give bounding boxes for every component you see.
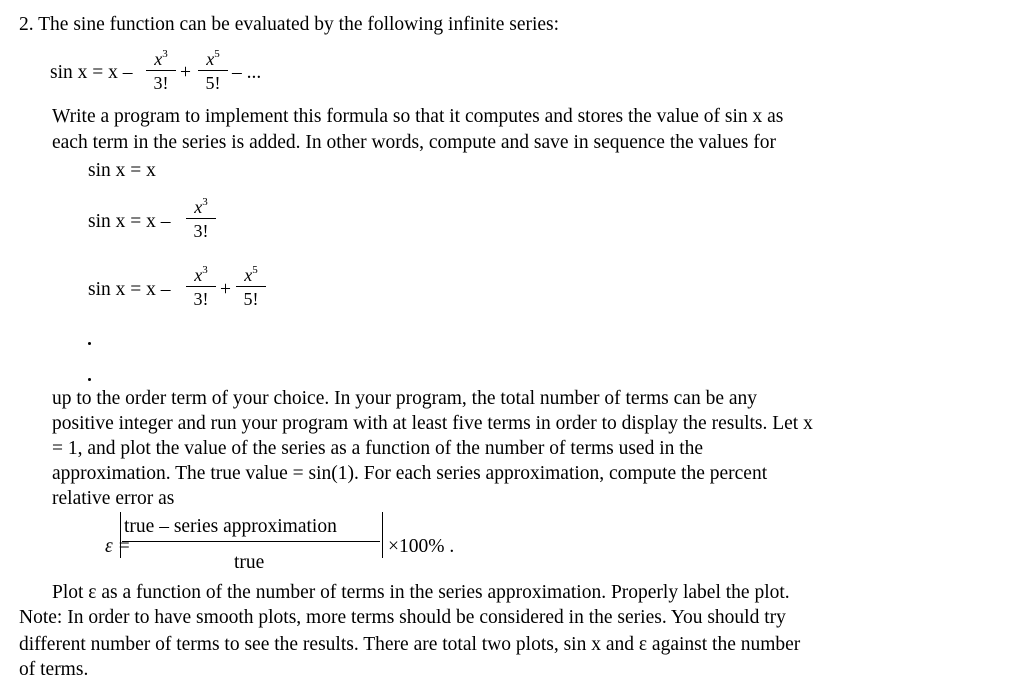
paragraph-3-line-1: Plot ε as a function of the number of terms in the series approximation. Properly label the plot. <box>52 582 790 603</box>
paragraph-2-line-1: up to the order term of your choice. In your program, the total number of terms can be any <box>52 388 758 409</box>
series-frac-1-exp: 3 <box>162 48 168 60</box>
series-tail: – ... <box>232 62 262 83</box>
abs-bar-right <box>382 512 383 558</box>
error-fraction-bar <box>122 541 380 542</box>
series-frac-2 <box>198 44 228 93</box>
step-3-frac-1 <box>186 260 216 309</box>
paragraph-2-line-3: = 1, and plot the value of the series as a function of the number of terms used in the <box>52 438 704 459</box>
series-frac-2-num: x <box>206 49 215 69</box>
step-3-frac-2-num: x <box>244 265 253 285</box>
step-2-frac-exp: 3 <box>202 196 208 208</box>
error-denominator: true <box>234 552 265 573</box>
series-frac-1-den: 3! <box>153 73 169 93</box>
step-3-frac-2-exp: 5 <box>252 264 258 276</box>
step-3-frac-1-den: 3! <box>193 289 209 309</box>
paragraph-2-line-5: relative error as <box>52 488 175 509</box>
continuation-dot-2 <box>88 378 91 381</box>
paragraph-1-line-1: Write a program to implement this formula so that it computes and stores the value of sin x as <box>52 106 784 127</box>
series-frac-1 <box>146 44 176 93</box>
series-frac-2-den: 5! <box>205 73 221 93</box>
abs-bar-left <box>120 512 121 558</box>
step-2-frac <box>186 192 216 241</box>
step-3-frac-2-den: 5! <box>243 289 259 309</box>
paragraph-3-line-4: of terms. <box>19 659 89 680</box>
error-lhs: ε = <box>105 536 131 557</box>
paragraph-2-line-2: positive integer and run your program with at least five terms in order to display the results. Let x <box>52 413 813 434</box>
series-lhs: sin x = x – <box>50 62 133 83</box>
paragraph-3-line-3: different number of terms to see the results. There are total two plots, sin x and ε against the number <box>19 634 801 655</box>
series-frac-2-exp: 5 <box>214 48 220 60</box>
step-3-plus: + <box>220 279 231 300</box>
step-2-lhs: sin x = x – <box>88 211 171 232</box>
step-3-frac-2 <box>236 260 266 309</box>
error-rhs: ×100% . <box>388 536 455 557</box>
step-3-lhs: sin x = x – <box>88 279 171 300</box>
step-3-frac-1-num: x <box>194 265 203 285</box>
series-frac-1-num: x <box>154 49 163 69</box>
step-2-frac-den: 3! <box>193 221 209 241</box>
step-1-formula: sin x = x <box>88 160 156 181</box>
step-3-frac-1-exp: 3 <box>202 264 208 276</box>
paragraph-3-line-2: Note: In order to have smooth plots, more terms should be considered in the series. You should try <box>19 607 786 628</box>
continuation-dot-1 <box>88 342 91 345</box>
problem-heading: 2. The sine function can be evaluated by the following infinite series: <box>19 14 560 35</box>
step-2-frac-num: x <box>194 197 203 217</box>
paragraph-1-line-2: each term in the series is added. In other words, compute and save in sequence the values for <box>52 132 776 153</box>
paragraph-2-line-4: approximation. The true value = sin(1). For each series approximation, compute the percent <box>52 463 768 484</box>
error-numerator: true – series approximation <box>124 516 337 537</box>
series-plus: + <box>180 62 191 83</box>
